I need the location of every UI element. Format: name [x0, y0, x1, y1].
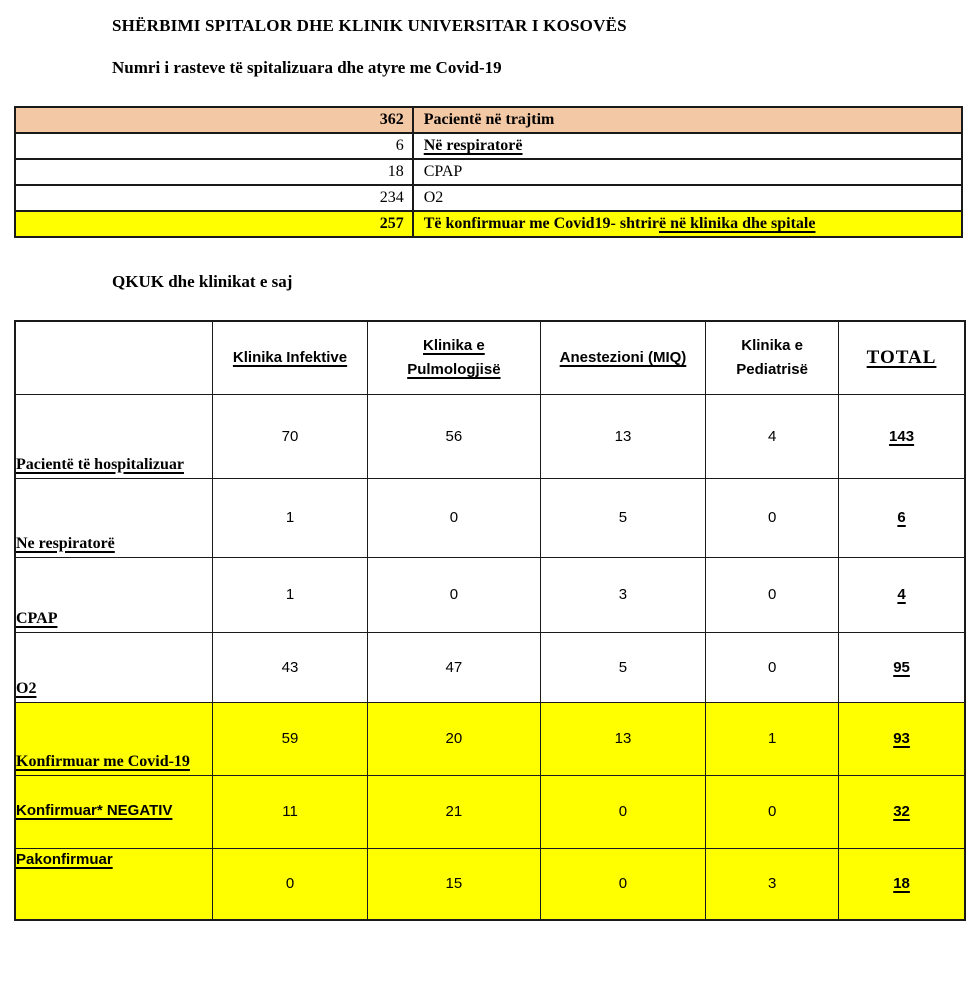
page-title: SHËRBIMI SPITALOR DHE KLINIK UNIVERSITAR I KOSOVËS — [112, 16, 627, 35]
summary-row — [15, 211, 962, 237]
column-header-infektive: Klinika Infektive — [213, 321, 368, 394]
value-cell: 1 — [213, 557, 368, 632]
summary-row — [15, 185, 962, 211]
clinics-row — [15, 478, 965, 557]
summary-value: 257 — [15, 211, 413, 237]
total-cell: 18 — [839, 848, 965, 920]
value-cell: 0 — [706, 478, 839, 557]
row-label: Konfirmuar me Covid-19 — [15, 702, 213, 775]
summary-label-text: Në respiratorë — [423, 137, 523, 155]
column-header-anestezioni: Anestezioni (MIQ) — [540, 321, 705, 394]
value-cell: 3 — [706, 848, 839, 920]
value-cell: 0 — [540, 775, 705, 848]
row-label: CPAP — [15, 557, 213, 632]
page-subtitle: Numri i rasteve të spitalizuara dhe atyre me Covid-19 — [112, 58, 502, 77]
summary-table — [14, 106, 963, 238]
clinics-table — [14, 320, 966, 921]
value-cell: 0 — [706, 557, 839, 632]
row-label: Pakonfirmuar — [15, 848, 213, 920]
summary-label-underlined-text: ë në klinika dhe spitale — [658, 215, 816, 233]
value-cell: 4 — [706, 394, 839, 478]
column-header-pulmologji: Klinika e Pulmologjisë — [367, 321, 540, 394]
summary-label: Pacientë në trajtim — [413, 107, 962, 133]
total-cell: 95 — [839, 632, 965, 702]
row-label: Pacientë të hospitalizuar — [15, 394, 213, 478]
value-cell: 15 — [367, 848, 540, 920]
value-cell: 5 — [540, 478, 705, 557]
value-cell: 13 — [540, 394, 705, 478]
summary-value: 18 — [15, 159, 413, 185]
row-label: Konfirmuar* NEGATIV — [15, 775, 213, 848]
value-cell: 0 — [540, 848, 705, 920]
summary-row — [15, 107, 962, 133]
clinics-row — [15, 557, 965, 632]
total-cell: 32 — [839, 775, 965, 848]
clinics-header-row — [15, 321, 965, 394]
summary-label-text: Të konfirmuar me Covid19- shtrir — [423, 215, 659, 233]
value-cell: 43 — [213, 632, 368, 702]
value-cell: 0 — [706, 632, 839, 702]
clinics-row — [15, 394, 965, 478]
total-cell: 143 — [839, 394, 965, 478]
column-header-total: TOTAL — [839, 321, 965, 394]
value-cell: 20 — [367, 702, 540, 775]
clinics-row — [15, 848, 965, 920]
summary-label: O2 — [413, 185, 962, 211]
value-cell: 11 — [213, 775, 368, 848]
value-cell: 0 — [706, 775, 839, 848]
summary-row — [15, 133, 962, 159]
value-cell: 56 — [367, 394, 540, 478]
clinics-row — [15, 632, 965, 702]
summary-label: CPAP — [413, 159, 962, 185]
value-cell: 70 — [213, 394, 368, 478]
summary-value: 234 — [15, 185, 413, 211]
value-cell: 21 — [367, 775, 540, 848]
summary-label — [413, 133, 962, 159]
value-cell: 1 — [213, 478, 368, 557]
value-cell: 0 — [367, 557, 540, 632]
summary-row — [15, 159, 962, 185]
value-cell: 59 — [213, 702, 368, 775]
clinics-row — [15, 702, 965, 775]
total-cell: 4 — [839, 557, 965, 632]
value-cell: 0 — [213, 848, 368, 920]
total-cell: 93 — [839, 702, 965, 775]
clinics-row — [15, 775, 965, 848]
summary-value: 6 — [15, 133, 413, 159]
value-cell: 5 — [540, 632, 705, 702]
row-label: O2 — [15, 632, 213, 702]
column-header-pediatri: Klinika e Pediatrisë — [706, 321, 839, 394]
value-cell: 13 — [540, 702, 705, 775]
document-page — [0, 16, 980, 921]
total-cell: 6 — [839, 478, 965, 557]
value-cell: 3 — [540, 557, 705, 632]
column-header-empty — [15, 321, 213, 394]
summary-value: 362 — [15, 107, 413, 133]
section-title: QKUK dhe klinikat e saj — [112, 272, 293, 291]
value-cell: 1 — [706, 702, 839, 775]
row-label: Ne respiratorë — [15, 478, 213, 557]
value-cell: 47 — [367, 632, 540, 702]
value-cell: 0 — [367, 478, 540, 557]
summary-label — [413, 211, 962, 237]
